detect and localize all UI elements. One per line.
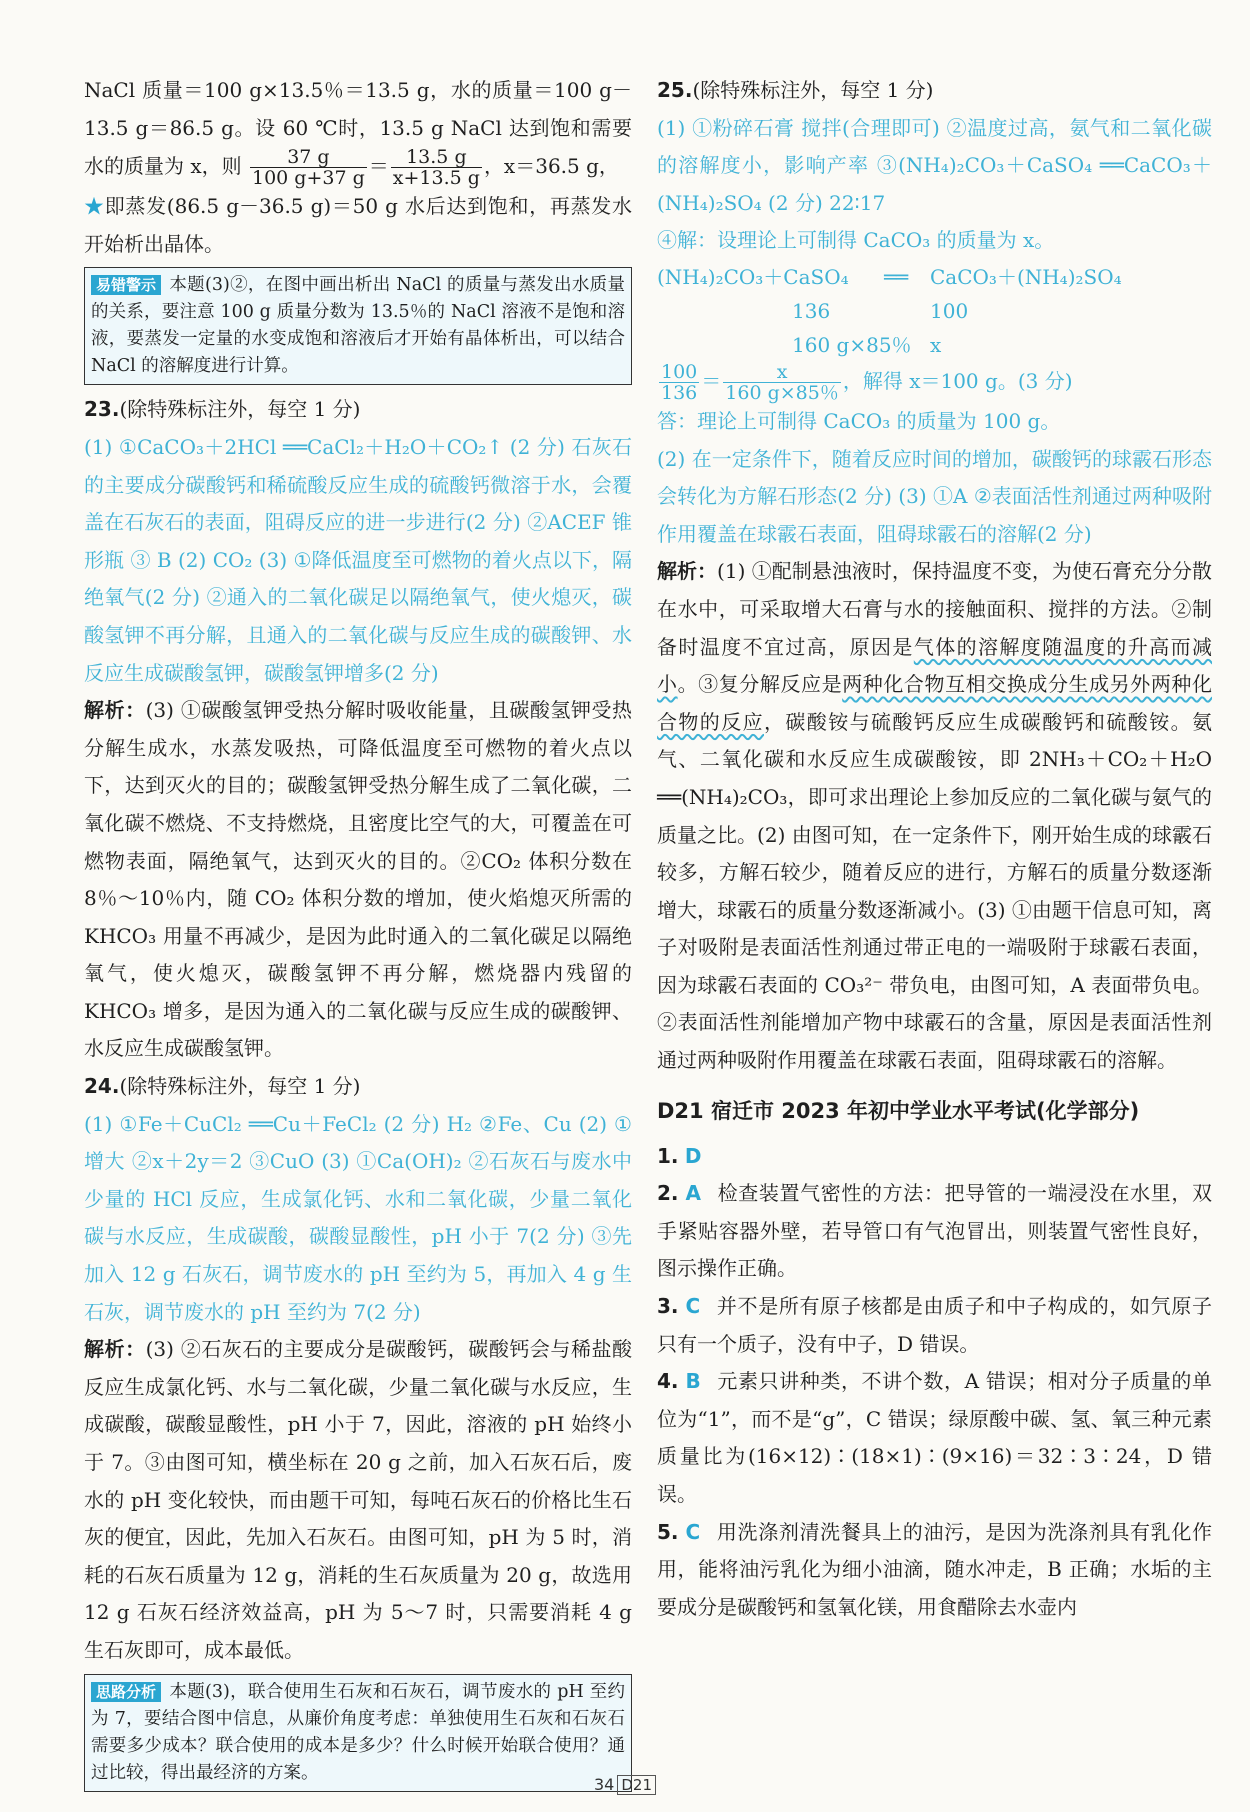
page-footer (0, 1775, 1250, 1794)
nacl-calc-paragraph: NaCl 质量＝100 g×13.5％＝13.5 g，水的质量＝100 g－13.5 g＝86.5 g。设 60 ℃时，13.5 g NaCl 达到饱和需要水的质量为 x，则 $\frac{37 g}{100 g+37 g}$ ＝ $\frac{13.5 g}{x+13.5 g}$ ，x＝36.5 g， (84, 78, 632, 190)
q24-header: 24.(除特殊标注外，每空 1 分) (84, 1074, 361, 1099)
list-item: 2. A 检查装置气密性的方法：把导管的一端浸没在水里，双手紧贴容器外壁，若导管口有气泡冒出，则装置气密性良好，图示操作正确。 (657, 1181, 1212, 1281)
fraction: $\frac{13.5 g}{x+13.5 g}$ (392, 146, 480, 190)
q25-answer-3: (2) 在一定条件下，随着反应时间的增加，碳酸钙的球霰石形态会转化为方解石形态(2 分) (3) ①A ②表面活性剂通过两种吸附作用覆盖在球霰石表面，阻碍球霰石的溶解(2 分) (657, 446, 1212, 546)
box-tag: 思路分析 (91, 1682, 161, 1702)
fraction: $\frac{37 g}{100 g+37 g}$ (252, 146, 365, 190)
q24-answer: (1) ①Fe＋CuCl₂ ══Cu＋FeCl₂ (2 分) H₂ ②Fe、Cu (2) ①增大 ②x＋2y＝2 ③CuO (3) ①Ca(OH)₂ ②石灰石与废水中少量的 HCl 反应，生成氯化钙、水和二氧化碳，少量二氧化碳与水反应，生成碳酸，碳酸显酸性，pH 小于 7(2 分) ③先加入 12 g 石灰石，调节废水的 pH 至约为 5，再加入 4 g 生石灰，调节废水的 pH 至约为 7(2 分) (84, 1111, 632, 1324)
list-item: 3. C 并不是所有原子核都是由质子和中子构成的，如氕原子只有一个质子，没有中子，D 错误。 (657, 1294, 1212, 1356)
answer-line: 答：理论上可制得 CaCO₃ 的质量为 100 g。 (657, 408, 1061, 433)
error-warning-box: 易错警示 本题(3)②，在图中画出析出 NaCl 的质量与蒸发出水质量的关系，要注意 100 g 质量分数为 13.5％的 NaCl 溶液不是饱和溶液，要蒸发一定量的水变成饱和溶液后才开始有晶体析出，可以结合 NaCl 的溶解度进行计算。 (84, 267, 632, 385)
left-column (84, 72, 632, 1798)
list-item: 4. B 元素只讲种类，不讲个数，A 错误；相对分子质量的单位为“1”，而不是“g”，C 错误；绿原酸中碳、氢、氧三种元素质量比为(16×12)∶(18×1)∶(9×16)＝32∶3∶24，D 错误。 (657, 1369, 1212, 1506)
right-column (657, 72, 1212, 1626)
chem-equation: (NH₄)₂CO₃＋CaSO₄ ══ CaCO₃＋(NH₄)₂SO₄ 136 100 160 g×85％ x (657, 264, 1122, 357)
page-number: 34 (594, 1775, 615, 1794)
list-item: 1. D (657, 1143, 702, 1168)
q25-answer-1: (1) ①粉碎石膏 搅拌(合理即可) ②温度过高，氨气和二氧化碳的溶解度小，影响产率 ③(NH₄)₂CO₃＋CaSO₄ ══CaCO₃＋(NH₄)₂SO₄ (2 分) 22∶17 (657, 115, 1212, 215)
q24-analysis: 解析：(3) ②石灰石的主要成分是碳酸钙，碳酸钙会与稀盐酸反应生成氯化钙、水与二氧化碳，少量二氧化碳与水反应，生成碳酸，碳酸显酸性，pH 小于 7，因此，溶液的 pH 始终小于 7。③由图可知，横坐标在 20 g 之前，加入石灰石后，废水的 pH 变化较快，而由题干可知，每吨石灰石的价格比生石灰的便宜，因此，先加入石灰石。由图可知，pH 为 5 时，消耗的石灰石质量为 12 g，消耗的生石灰质量为 20 g，故选用 12 g 石灰石经济效益高，pH 为 5～7 时，只需要消耗 4 g 生石灰即可，成本最低。 (84, 1337, 633, 1662)
box-tag: 易错警示 (91, 275, 161, 295)
q23-header: 23.(除特殊标注外，每空 1 分) (84, 397, 361, 422)
thinking-analysis-box: 思路分析 本题(3)，联合使用生石灰和石灰石，调节废水的 pH 至约为 7，要结合图中信息，从廉价角度考虑：单独使用生石灰和石灰石需要多少成本？联合使用的成本是多少？什么时候开始联合使用？通过比较，得出最经济的方案。 (84, 1674, 632, 1792)
list-item: 5. C 用洗涤剂清洗餐具上的油污，是因为洗涤剂具有乳化作用，能将油污乳化为细小油滴，随水冲走，B 正确；水垢的主要成分是碳酸钙和氢氧化镁，用食醋除去水壶内 (657, 1519, 1212, 1619)
fraction: $\frac{100}{136}$ (661, 360, 698, 404)
q25-analysis: 解析：(1) ①配制悬浊液时，保持温度不变，为使石膏充分分散在水中，可采取增大石膏与水的接触面积、搅拌的方法。②制备时温度不宜过高，原因是气体的溶解度随温度的升高而减小。③复分解反应是两种化合物互相交换成分生成另外两种化合物的反应，碳酸铵与硫酸钙反应生成碳酸钙和硫酸铵。氨气、二氧化碳和水反应生成碳酸铵，即 2NH₃＋CO₂＋H₂O ══(NH₄)₂CO₃，即可求出理论上参加反应的二氧化碳与氨气的质量之比。(2) 由图可知，在一定条件下，刚开始生成的球霰石较多，方解石较少，随着反应的进行，方解石的质量分数逐渐增大，球霰石的质量分数逐渐减小。(3) ①由题干信息可知，离子对吸附是表面活性剂通过带正电的一端吸附于球霰石表面，因为球霰石表面的 CO₃²⁻ 带负电，由图可知，A 表面带负电。②表面活性剂能增加产物中球霰石的含量，原因是表面活性剂通过两种吸附作用覆盖在球霰石表面，阻碍球霰石的溶解。 (657, 559, 1213, 1073)
star-icon: ★ (84, 194, 105, 219)
q25-answer-2: ④解：设理论上可制得 CaCO₃ 的质量为 x。 (657, 228, 1055, 253)
section-title: D21 宿迁市 2023 年初中学业水平考试(化学部分) (657, 1098, 1140, 1123)
q25-header: 25.(除特殊标注外，每空 1 分) (657, 78, 934, 102)
q23-analysis: 解析：(3) ①碳酸氢钾受热分解时吸收能量，且碳酸氢钾受热分解生成水，水蒸发吸热，可降低温度至可燃物的着火点以下，达到灭火的目的；碳酸氢钾受热分解生成了二氧化碳，二氧化碳不燃烧、不支持燃烧，且密度比空气的大，可覆盖在可燃物表面，隔绝氧气，达到灭火的目的。②CO₂ 体积分数在 8％～10％内，随 CO₂ 体积分数的增加，使火焰熄灭所需的 KHCO₃ 用量不再减少，是因为此时通入的二氧化碳足以隔绝氧气，使火熄灭，碳酸氢钾不再分解，燃烧器内残留的 KHCO₃ 增多，是因为通入的二氧化碳与反应生成的碳酸钾、水反应生成碳酸氢钾。 (84, 698, 633, 1061)
ratio-line: $\frac{100}{136}$ ＝ $\frac{x}{160 g\times 85\%}$ ，解得 x＝100 g。(3 分) (661, 360, 1073, 404)
q23-answer: (1) ①CaCO₃＋2HCl ══CaCl₂＋H₂O＋CO₂↑ (2 分) 石灰石的主要成分碳酸钙和稀硫酸反应生成的硫酸钙微溶于水，会覆盖在石灰石的表面，阻碍反应的进一步进行(2 分) ②ACEF 锥形瓶 ③ B (2) CO₂ (3) ①降低温度至可燃物的着火点以下，隔绝氧气(2 分) ②通入的二氧化碳足以隔绝氧气，使火熄灭，碳酸氢钾不再分解，且通入的二氧化碳与反应生成的碳酸钾、水反应生成碳酸氢钾，碳酸氢钾增多(2 分) (84, 434, 632, 685)
fraction: $\frac{x}{160 g\times 85\%}$ (725, 360, 839, 404)
evaporate-paragraph: ★即蒸发(86.5 g－36.5 g)＝50 g 水后达到饱和，再蒸发水开始析出晶体。 (84, 194, 632, 256)
section-code: D21 (617, 1775, 656, 1795)
